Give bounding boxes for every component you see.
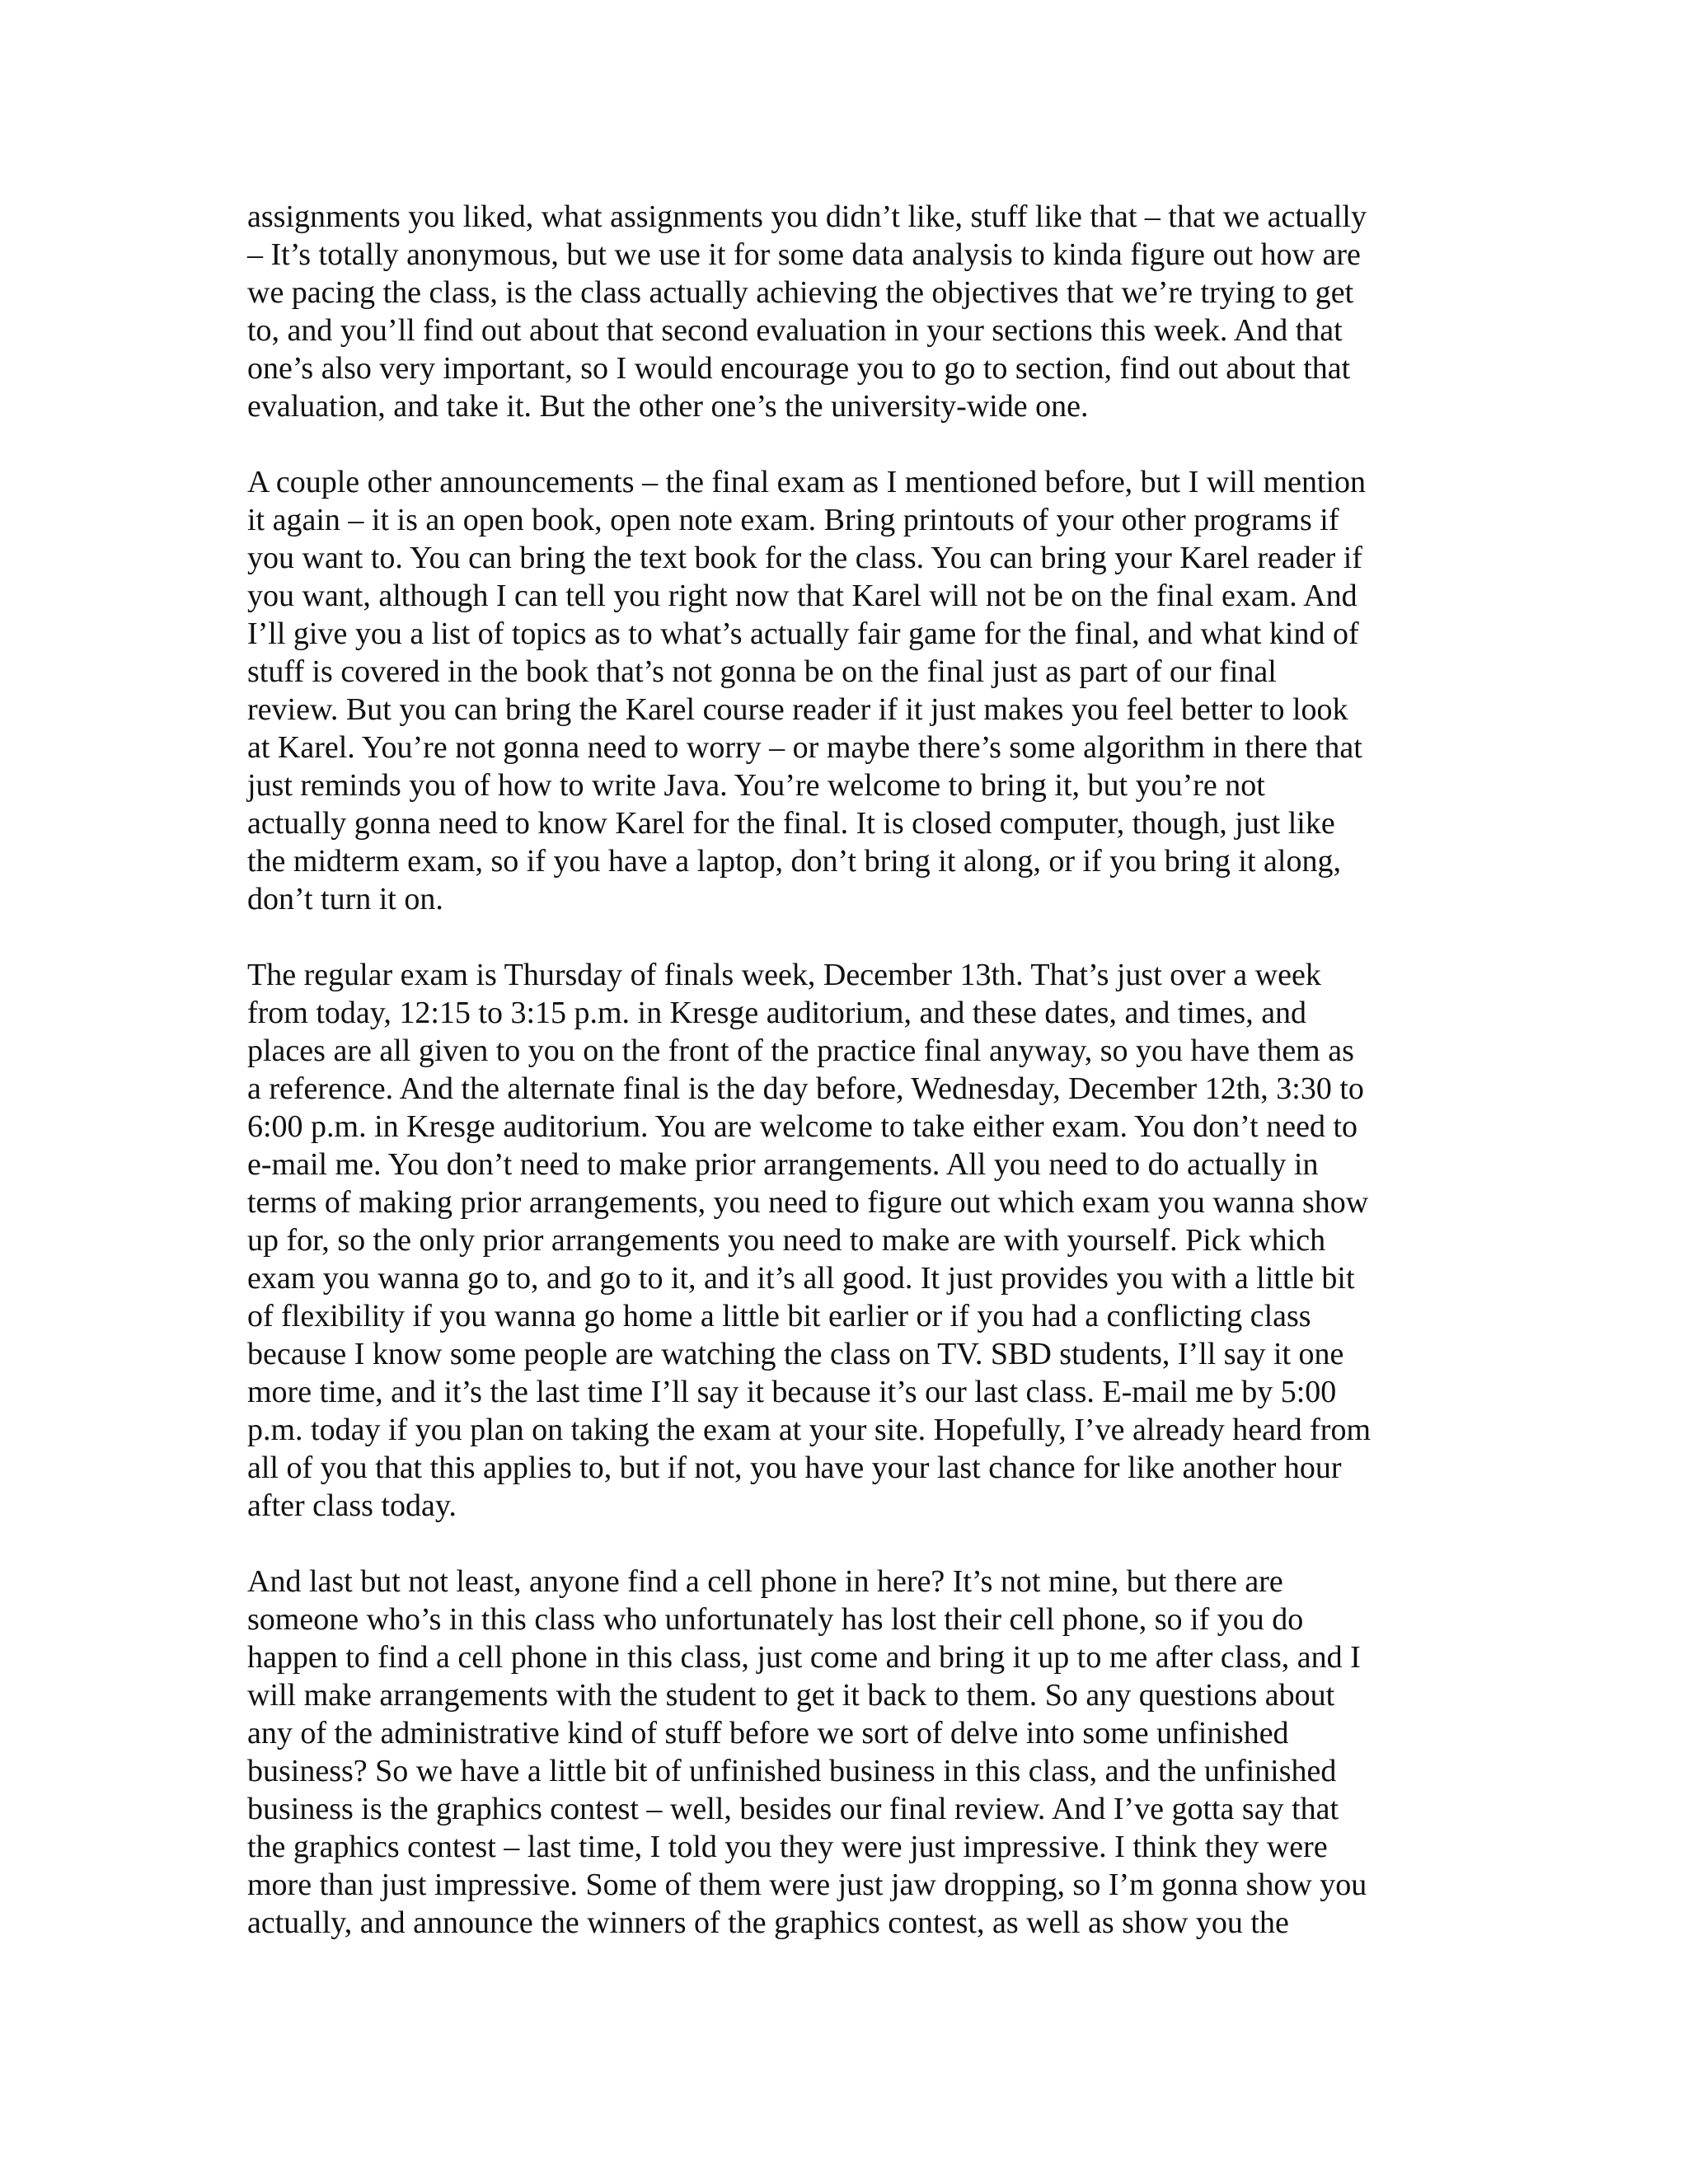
text-line: just reminds you of how to write Java. You’re welcome to bring it, but you’re not: [247, 768, 1265, 803]
text-line: e-mail me. You don’t need to make prior arrangements. All you need to do actually in: [247, 1147, 1319, 1182]
text-line: after class today.: [247, 1488, 457, 1523]
text-line: any of the administrative kind of stuff before we sort of delve into some unfinished: [247, 1716, 1289, 1750]
text-line: the midterm exam, so if you have a laptop, don’t bring it along, or if you bring it along,: [247, 844, 1341, 879]
text-line: we pacing the class, is the class actually achieving the objectives that we’re trying to get: [247, 275, 1354, 310]
text-line: more than just impressive. Some of them were just jaw dropping, so I’m gonna show you: [247, 1868, 1367, 1902]
text-line: assignments you liked, what assignments you didn’t like, stuff like that – that we actually: [247, 199, 1367, 234]
text-line: to, and you’ll find out about that second evaluation in your sections this week. And that: [247, 313, 1343, 348]
text-line: p.m. today if you plan on taking the exam at your site. Hopefully, I’ve already heard from: [247, 1413, 1372, 1447]
paragraph: [247, 463, 1451, 918]
text-line: business is the graphics contest – well, besides our final review. And I’ve gotta say that: [247, 1792, 1339, 1826]
transcript-body: [247, 198, 1451, 1942]
text-line: – It’s totally anonymous, but we use it for some data analysis to kinda figure out how are: [247, 237, 1361, 272]
text-line: exam you wanna go to, and go to it, and it’s all good. It just provides you with a little bit: [247, 1261, 1355, 1296]
text-line: 6:00 p.m. in Kresge auditorium. You are welcome to take either exam. You don’t need to: [247, 1109, 1357, 1144]
text-line: it again – it is an open book, open note exam. Bring printouts of your other programs if: [247, 503, 1339, 537]
text-line: A couple other announcements – the final exam as I mentioned before, but I will mention: [247, 465, 1367, 499]
text-line: you want to. You can bring the text book for the class. You can bring your Karel reader if: [247, 541, 1362, 575]
text-line: And last but not least, anyone find a cell phone in here? It’s not mine, but there are: [247, 1564, 1283, 1599]
paragraph: [247, 198, 1451, 425]
text-line: more time, and it’s the last time I’ll say it because it’s our last class. E-mail me by 5:00: [247, 1375, 1337, 1409]
text-line: someone who’s in this class who unfortunately has lost their cell phone, so if you do: [247, 1602, 1304, 1637]
text-line: actually, and announce the winners of the graphics contest, as well as show you the: [247, 1905, 1289, 1940]
text-line: because I know some people are watching the class on TV. SBD students, I’ll say it one: [247, 1337, 1344, 1371]
text-line: of flexibility if you wanna go home a little bit earlier or if you had a conflicting class: [247, 1299, 1311, 1333]
text-line: a reference. And the alternate final is the day before, Wednesday, December 12th, 3:30 to: [247, 1071, 1364, 1106]
text-line: at Karel. You’re not gonna need to worry – or maybe there’s some algorithm in there that: [247, 730, 1362, 765]
text-line: will make arrangements with the student to get it back to them. So any questions about: [247, 1678, 1335, 1713]
text-line: business? So we have a little bit of unfinished business in this class, and the unfinished: [247, 1754, 1337, 1788]
text-line: places are all given to you on the front of the practice final anyway, so you have them as: [247, 1033, 1354, 1068]
text-line: terms of making prior arrangements, you need to figure out which exam you wanna show: [247, 1185, 1369, 1220]
text-line: I’ll give you a list of topics as to what’s actually fair game for the final, and what kind of: [247, 616, 1359, 651]
text-line: you want, although I can tell you right now that Karel will not be on the final exam. And: [247, 579, 1357, 613]
text-line: up for, so the only prior arrangements you need to make are with yourself. Pick which: [247, 1223, 1326, 1258]
text-line: stuff is covered in the book that’s not gonna be on the final just as part of our final: [247, 654, 1277, 689]
text-line: all of you that this applies to, but if not, you have your last chance for like another hour: [247, 1451, 1342, 1485]
text-line: actually gonna need to know Karel for the final. It is closed computer, though, just like: [247, 806, 1335, 841]
text-line: The regular exam is Thursday of finals week, December 13th. That’s just over a week: [247, 958, 1321, 992]
paragraph: [247, 956, 1451, 1525]
text-line: the graphics contest – last time, I told you they were just impressive. I think they were: [247, 1830, 1328, 1864]
text-line: happen to find a cell phone in this class, just come and bring it up to me after class, and I: [247, 1640, 1361, 1675]
text-line: one’s also very important, so I would encourage you to go to section, find out about that: [247, 351, 1351, 386]
text-line: review. But you can bring the Karel course reader if it just makes you feel better to look: [247, 692, 1348, 727]
text-line: evaluation, and take it. But the other one’s the university-wide one.: [247, 389, 1089, 424]
text-line: don’t turn it on.: [247, 882, 443, 916]
paragraph: [247, 1563, 1451, 1942]
text-line: from today, 12:15 to 3:15 p.m. in Kresge auditorium, and these dates, and times, and: [247, 996, 1307, 1030]
